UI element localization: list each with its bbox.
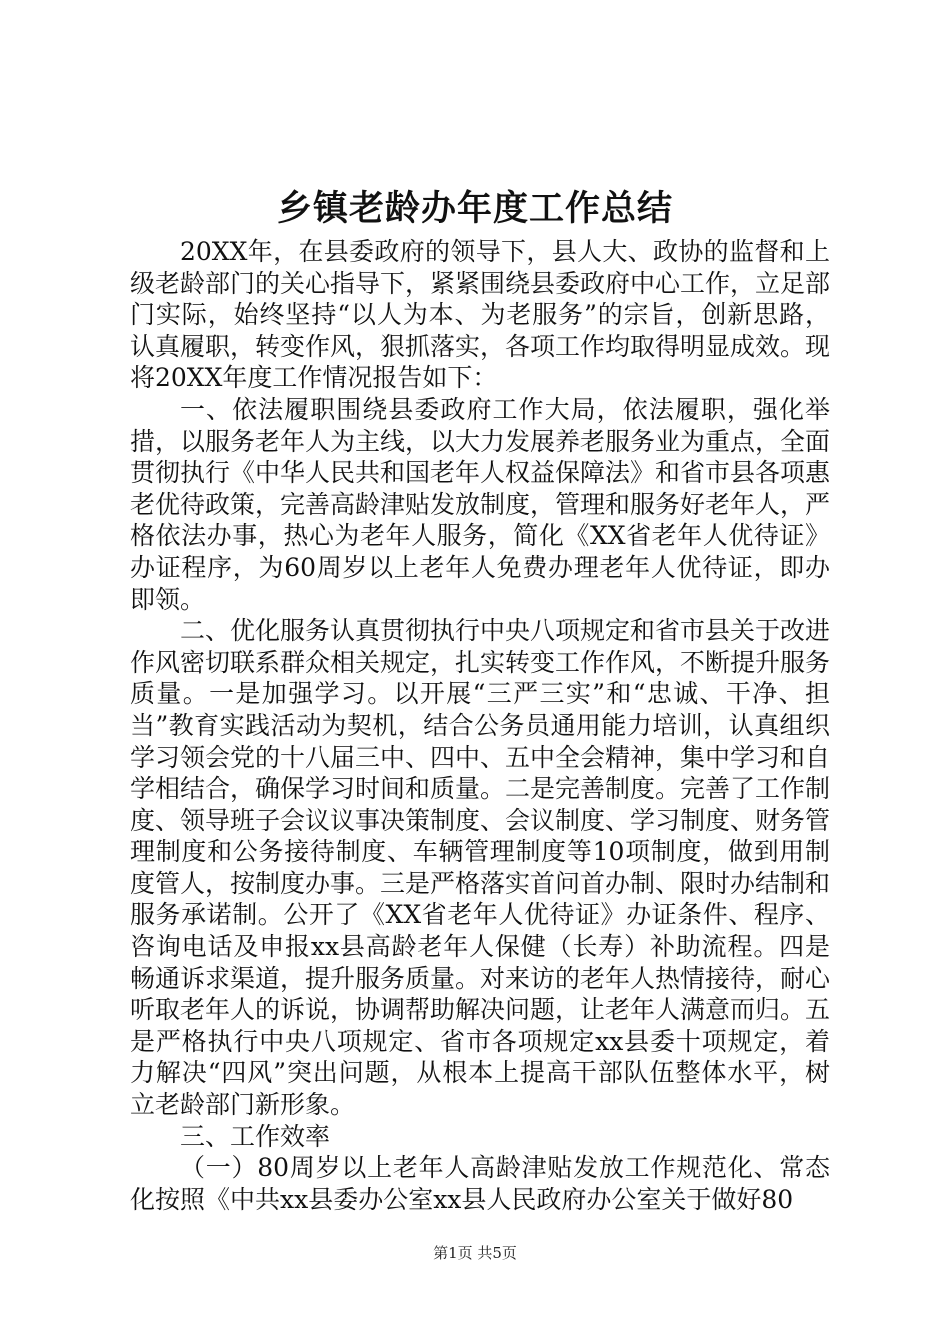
paragraph-section-2: 二、优化服务认真贯彻执行中央八项规定和省市县关于改进作风密切联系群众相关规定，扎实转变工作作风，不断提升服务质量。一是加强学习。以开展“三严三实”和“忠诚、干净、担当”教育实践活动为契机，结合公务员通用能力培训，认真组织学习领会党的十八届三中、四中、五中全会精神，集中学习和自学相结合，确保学习时间和质量。二是完善制度。完善了工作制度、领导班子会议议事决策制度、会议制度、学习制度、财务管理制度和公务接待制度、车辆管理制度等10项制度，做到用制度管人，按制度办事。三是严格落实首问首办制、限时办结制和服务承诺制。公开了《XX省老年人优待证》办证条件、程序、咨询电话及申报xx县高龄老年人保健（长寿）补助流程。四是畅通诉求渠道，提升服务质量。对来访的老年人热情接待，耐心听取老年人的诉说，协调帮助解决问题，让老年人满意而归。五是严格执行中央八项规定、省市各项规定xx县委十项规定，着力解决“四风”突出问题，从根本上提高干部队伍整体水平，树立老龄部门新形象。 (130, 616, 831, 1120)
paragraph-section-1: 一、依法履职围绕县委政府工作大局，依法履职，强化举措，以服务老年人为主线，以大力发展养老服务业为重点，全面贯彻执行《中华人民共和国老年人权益保障法》和省市县各项惠老优待政策，完善高龄津贴发放制度，管理和服务好老年人，严格依法办事，热心为老年人服务，简化《XX省老年人优待证》办证程序，为60周岁以上老年人免费办理老年人优待证，即办即领。 (130, 394, 831, 614)
document-title: 乡镇老龄办年度工作总结 (276, 189, 673, 229)
paragraph-section-3-heading: 三、工作效率 (180, 1121, 331, 1151)
document-body (130, 236, 830, 1215)
page-footer: 第1页 共5页 (433, 1244, 517, 1262)
paragraph-intro: 20XX年，在县委政府的领导下，县人大、政协的监督和上级老龄部门的关心指导下，紧紧围绕县委政府中心工作，立足部门实际，始终坚持“以人为本、为老服务”的宗旨，创新思路，认真履职，转变作风，狠抓落实，各项工作均取得明显成效。现将20XX年度工作情况报告如下： (130, 237, 831, 393)
paragraph-section-3-item-1: （一）80周岁以上老年人高龄津贴发放工作规范化、常态化按照《中共xx县委办公室xx县人民政府办公室关于做好80 (130, 1153, 830, 1214)
